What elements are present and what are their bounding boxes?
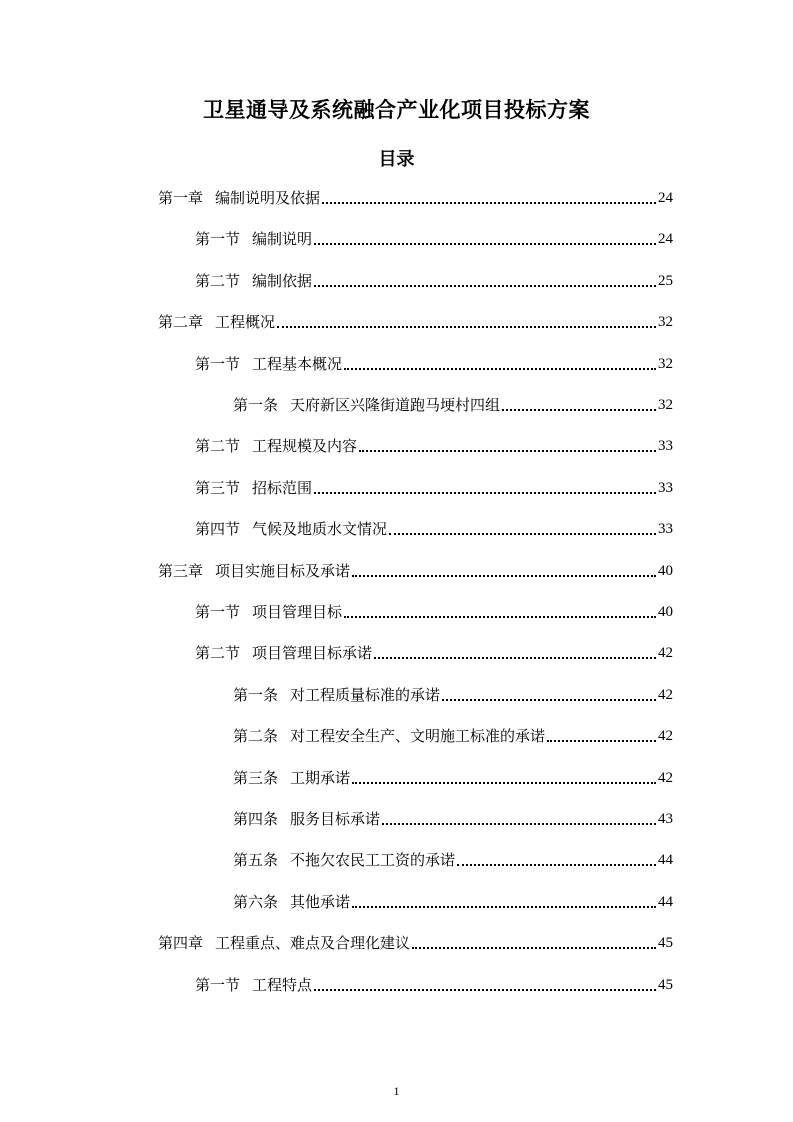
toc-entry-page: 33 <box>658 479 673 496</box>
toc-entry[interactable] <box>195 350 673 374</box>
page-number: 1 <box>393 1084 400 1098</box>
toc-entry-page: 40 <box>658 562 673 579</box>
toc-entry-page: 25 <box>658 272 673 289</box>
toc-dot-leader <box>547 740 656 742</box>
toc-entry-number: 第一节 <box>195 975 241 994</box>
toc-entry[interactable] <box>195 598 673 622</box>
toc-entry[interactable] <box>233 681 673 705</box>
toc-entry-label: 项目实施目标及承诺 <box>215 561 351 580</box>
toc-entry-label: 招标范围 <box>252 478 313 497</box>
toc-entry-label: 工程概况 <box>215 313 276 332</box>
toc-entry-page: 24 <box>658 231 673 248</box>
toc-entry-number: 第二节 <box>195 271 241 290</box>
toc-entry-page: 42 <box>658 728 673 745</box>
toc-entry-label: 项目管理目标承诺 <box>252 644 373 663</box>
toc-dot-leader <box>374 657 656 659</box>
toc-entry-label: 对工程安全生产、文明施工标准的承诺 <box>290 727 546 746</box>
toc-entry-number: 第二节 <box>195 644 241 663</box>
toc-entry-label: 对工程质量标准的承诺 <box>290 685 441 704</box>
toc-entry-number: 第五条 <box>233 851 279 870</box>
toc-entry[interactable] <box>233 391 673 415</box>
toc-entry[interactable] <box>195 639 673 663</box>
toc-entry-label: 其他承诺 <box>290 892 351 911</box>
toc-dot-leader <box>382 823 656 825</box>
toc-entry-number: 第一节 <box>195 230 241 249</box>
toc-entry[interactable] <box>195 267 673 291</box>
toc-entry-page: 32 <box>658 314 673 331</box>
toc-entry-number: 第二章 <box>158 313 204 332</box>
toc-entry[interactable] <box>233 722 673 746</box>
toc-entry-number: 第一条 <box>233 685 279 704</box>
toc-dot-leader <box>412 947 656 949</box>
toc-entry-page: 42 <box>658 645 673 662</box>
toc-entry[interactable] <box>233 888 673 912</box>
toc-dot-leader <box>344 616 656 618</box>
toc-entry-label: 工期承诺 <box>290 768 351 787</box>
toc-dot-leader <box>314 285 656 287</box>
toc-entry-label: 不拖欠农民工工资的承诺 <box>290 851 456 870</box>
toc-entry[interactable] <box>233 805 673 829</box>
toc-dot-leader <box>442 699 656 701</box>
toc-entry[interactable] <box>233 846 673 870</box>
toc-dot-leader <box>389 533 656 535</box>
toc-entry-page: 24 <box>658 190 673 206</box>
toc-entry-page: 43 <box>658 811 673 827</box>
toc-entry-label: 编制说明 <box>252 230 313 249</box>
toc-entry[interactable] <box>158 557 673 581</box>
toc-entry-page: 40 <box>658 604 673 620</box>
toc-dot-leader <box>277 326 656 328</box>
toc-entry-number: 第六条 <box>233 892 279 911</box>
toc-entry-page: 42 <box>658 686 673 703</box>
toc-dot-leader <box>502 409 656 411</box>
toc-entry-number: 第三节 <box>195 478 241 497</box>
toc-entry-page: 42 <box>658 769 673 786</box>
toc-entry[interactable] <box>195 474 673 498</box>
toc-entry-page: 45 <box>658 976 673 993</box>
toc-entry-page: 33 <box>658 521 673 538</box>
toc-entry-page: 44 <box>658 893 673 910</box>
toc-entry-label: 工程基本概况 <box>252 354 343 373</box>
toc-dot-leader <box>359 450 656 452</box>
toc-entry-page: 33 <box>658 438 673 455</box>
toc-dot-leader <box>352 782 656 784</box>
toc-entry-number: 第一节 <box>195 354 241 373</box>
toc-entry-page: 32 <box>658 397 673 413</box>
toc-dot-leader <box>344 368 656 370</box>
toc-entry-number: 第三条 <box>233 768 279 787</box>
toc-entry-label: 工程特点 <box>252 975 313 994</box>
toc-entry-number: 第四节 <box>195 520 241 539</box>
toc-entry-number: 第四章 <box>158 934 204 953</box>
toc-entry-page: 44 <box>658 852 673 869</box>
toc-entry-number: 第一节 <box>195 603 241 621</box>
toc-entry-number: 第三章 <box>158 561 204 580</box>
toc-dot-leader <box>314 492 656 494</box>
toc-entry-label: 工程规模及内容 <box>252 437 358 456</box>
toc-entry-page: 45 <box>658 935 673 952</box>
toc-entry[interactable] <box>158 929 673 953</box>
toc-entry[interactable] <box>195 225 673 249</box>
toc-entry[interactable] <box>158 308 673 332</box>
toc-entry-number: 第四条 <box>233 810 279 828</box>
toc-entry-number: 第一章 <box>158 189 204 207</box>
toc-entry-label: 工程重点、难点及合理化建议 <box>215 934 411 953</box>
toc-dot-leader <box>457 864 656 866</box>
toc-dot-leader <box>352 575 656 577</box>
toc-dot-leader <box>314 243 656 245</box>
toc-entry-label: 编制说明及依据 <box>215 189 321 207</box>
toc-entry-page: 32 <box>658 355 673 372</box>
toc-entry[interactable] <box>195 515 673 539</box>
toc-entry[interactable] <box>195 432 673 456</box>
toc-dot-leader <box>314 989 656 991</box>
toc-entry-label: 项目管理目标 <box>252 603 343 621</box>
toc-entry[interactable] <box>158 184 673 208</box>
toc-entry-number: 第二条 <box>233 727 279 746</box>
toc-entry-number: 第一条 <box>233 396 279 414</box>
toc-entry-label: 编制依据 <box>252 271 313 290</box>
document-title: 卫星通导及系统融合产业化项目投标方案 <box>203 98 590 122</box>
toc-entry[interactable] <box>233 764 673 788</box>
toc-dot-leader <box>352 906 656 908</box>
toc-entry-number: 第二节 <box>195 437 241 456</box>
toc-entry-label: 气候及地质水文情况 <box>252 520 388 539</box>
toc-entry[interactable] <box>195 971 673 995</box>
toc-entry-label: 服务目标承诺 <box>290 810 381 828</box>
toc-dot-leader <box>322 202 656 204</box>
toc-heading: 目录 <box>378 149 415 170</box>
toc-entry-label: 天府新区兴隆街道跑马埂村四组 <box>290 396 501 414</box>
